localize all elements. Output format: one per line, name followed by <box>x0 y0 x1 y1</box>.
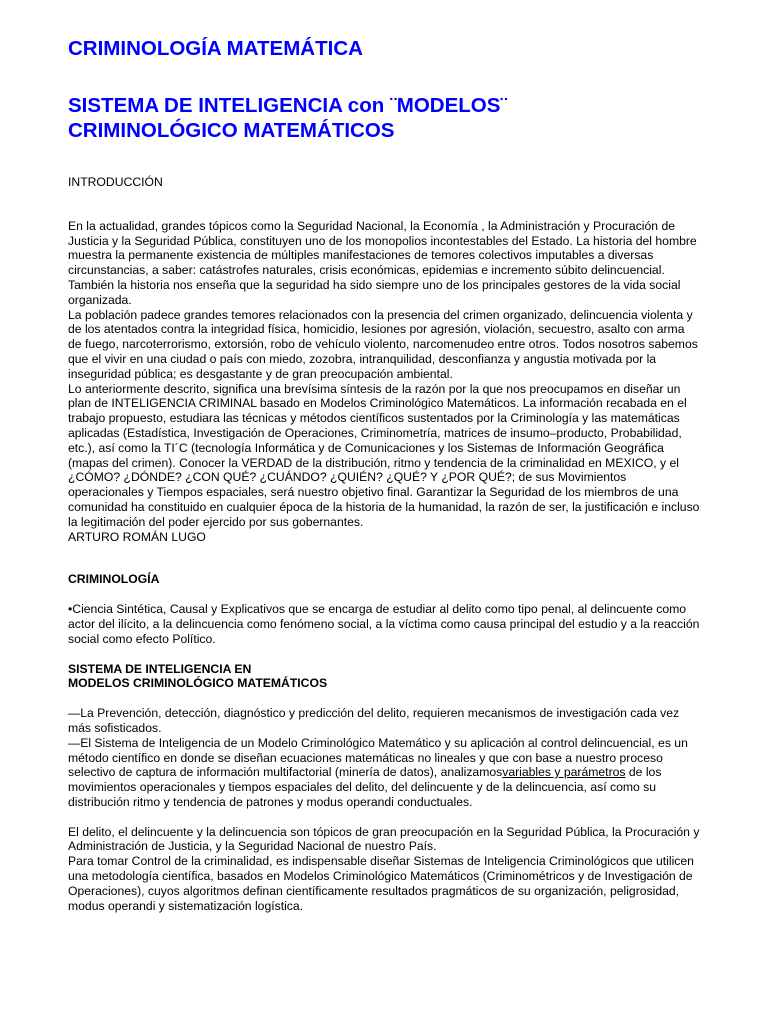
intro-paragraph-2: La población padece grandes temores relacionados con la presencia del crimen organizado, delincuencia violenta y de los atentados contra la integridad física, homicidio, lesiones por agresión, violación, secuestro, asalto con arma de fuego, narcoterrorismo, extorsión, robo de vehículo violento, narcomenudeo entre otros. Todos nosotros sabemos que el vivir en una ciudad o país con miedo, zozobra, intranquilidad, desconfianza y angustia motivada por la inseguridad pública; es desgastante y de gran preocupación ambiental. <box>68 307 698 381</box>
final-paragraph-2: Para tomar Control de la criminalidad, es indispensable diseñar Sistemas de Inteligencia Criminológicos que utilicen una metodología científica, basados en Modelos Criminológico Matemáticos (Criminométricos y de Investigación de Operaciones), cuyos algoritmos definan científicamente resultados pragmáticos de su organización, peligrosidad, modus operandi y sistematización logística. <box>68 854 694 913</box>
intro-body <box>68 219 700 545</box>
intro-paragraph-3: Lo anteriormente descrito, significa una brevísima síntesis de la razón por la que nos preocupamos en diseñar un plan de INTELIGENCIA CRIMINAL basado en Modelos Criminológico Matemáticos. La información recabada en el trabajo propuesto, estudiara las técnicas y métodos científicos sustentados por la Criminología y las matemáticas aplicadas (Estadística, Investigación de Operaciones, Criminometría, matrices de insumo–producto, Probabilidad, etc.), así como la TI´C (tecnología Informática y de Comunicaciones y los Sistemas de Información Geográfica (mapas del crimen). Conocer la VERDAD de la distribución, ritmo y tendencia de la criminalidad en MEXICO, y el ¿CÓMO? ¿DÓNDE? ¿CON QUÉ? ¿CUÁNDO? ¿QUIÉN? ¿QUÉ? Y ¿POR QUÉ?; de sus Movimientos operacionales y Tiempos espaciales, será nuestro objetivo final. Garantizar la Seguridad de los miembros de una comunidad ha constituido en cualquier época de la historia de la humanidad, la razón de ser, la justificación e incluso la legitimación del poder ejercido por sus gobernantes. <box>68 381 700 529</box>
sistema-heading-line-1: SISTEMA DE INTELIGENCIA EN <box>68 661 252 676</box>
final-paragraph-1: El delito, el delincuente y la delincuencia son tópicos de gran preocupación en la Seguridad Pública, la Procuración y Administración de Justicia, y la Seguridad Nacional de nuestro País. <box>68 824 700 854</box>
final-body <box>68 825 700 914</box>
sistema-paragraph-1: —La Prevención, detección, diagnóstico y predicción del delito, requieren mecanismos de investigación cada vez más sofisticados. <box>68 706 680 735</box>
author-name: ARTURO ROMÁN LUGO <box>68 529 206 544</box>
sistema-paragraph-2-end: de los movimientos operacionales y tiempos espaciales del delito, del delincuente y de la delincuencia, así como su distribución ritmo y tendencia de patrones y modus operandi conductuales. <box>68 765 662 809</box>
sistema-paragraph-2-start: —El Sistema de Inteligencia de un Modelo Criminológico Matemático y su aplicación al control delincuencial, es un método científico en donde se diseñan ecuaciones matemáticas no lineales y que con base a nuestro proceso selectivo de captura de información multifactorial (minería de datos), analizamos <box>68 735 688 780</box>
intro-heading: INTRODUCCIÓN <box>68 175 163 189</box>
sistema-body <box>68 706 700 810</box>
variables-parametros-link[interactable]: variables y parámetros <box>502 765 626 780</box>
subtitle-line-1: SISTEMA DE INTELIGENCIA con ¨MODELOS¨ <box>68 94 508 117</box>
sistema-paragraph-2 <box>68 736 700 810</box>
sistema-heading <box>68 662 700 692</box>
page-subtitle <box>68 93 700 143</box>
page-title: CRIMINOLOGÍA MATEMÁTICA <box>68 37 363 60</box>
criminologia-paragraph: •Ciencia Sintética, Causal y Explicativos que se encarga de estudiar al delito como tipo penal, al delincuente como actor del ilícito, a la delincuencia como fenómeno social, a la víctima como causa principal del estudio y a la reacción social como efecto Político. <box>68 602 700 646</box>
criminologia-heading: CRIMINOLOGÍA <box>68 572 160 587</box>
subtitle-line-2: CRIMINOLÓGICO MATEMÁTICOS <box>68 119 395 142</box>
intro-paragraph-1: En la actualidad, grandes tópicos como la Seguridad Nacional, la Economía , la Administración y Procuración de Justicia y la Seguridad Pública, constituyen uno de los monopolios incontestables del Estado. La historia del hombre muestra la permanente existencia de múltiples manifestaciones de temores colectivos imputables a diversas circunstancias, a saber: catástrofes naturales, crisis económicas, epidemias e incremento súbito delincuencial. También la historia nos enseña que la seguridad ha sido siempre uno de los principales gestores de la vida social organizada. <box>68 218 697 307</box>
sistema-heading-line-2: MODELOS CRIMINOLÓGICO MATEMÁTICOS <box>68 676 328 691</box>
